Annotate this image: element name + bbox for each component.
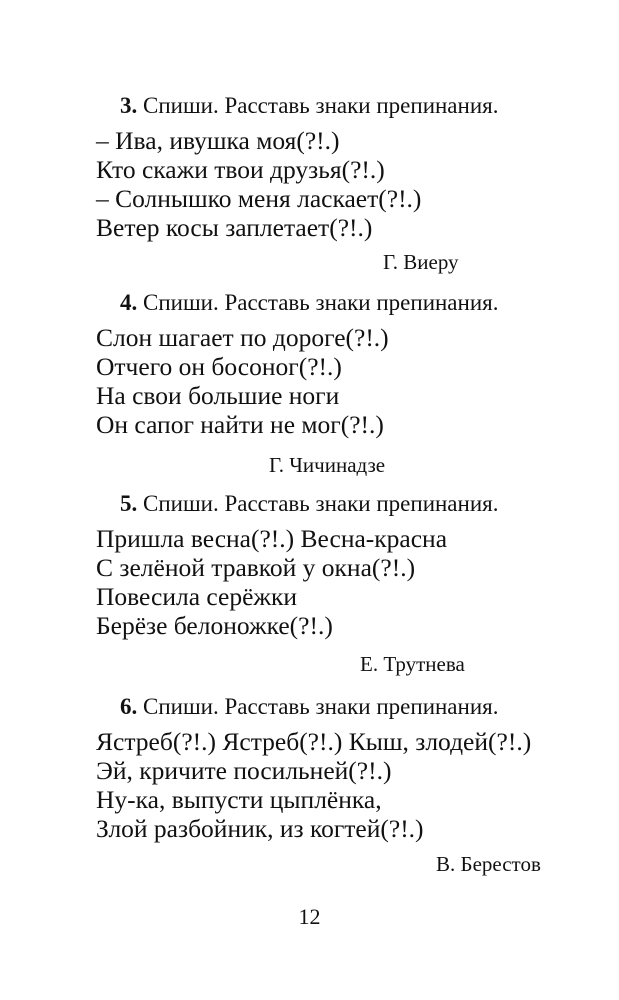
poem <box>96 524 447 640</box>
exercise-instruction: Спиши. Расставь знаки препинания. <box>143 290 499 315</box>
exercise-number: 3. <box>120 93 138 118</box>
exercise-heading <box>120 490 498 518</box>
exercise-number: 6. <box>120 694 138 719</box>
exercise-heading <box>120 289 498 317</box>
poem-line: Ветер косы заплетает(?!.) <box>96 213 373 242</box>
exercise-instruction: Спиши. Расставь знаки препинания. <box>143 93 499 118</box>
poem-line: Отчего он босоног(?!.) <box>96 352 342 381</box>
poem-line: Он сапог найти не мог(?!.) <box>96 410 384 439</box>
poem-line: Эй, кричите посильней(?!.) <box>96 756 392 785</box>
poem-line: Берёзе белоножке(?!.) <box>96 611 333 640</box>
poem-line: – Ива, ивушка моя(?!.) <box>96 126 340 155</box>
poem-line: На свои большие ноги <box>96 381 340 410</box>
exercise-heading <box>120 92 498 120</box>
exercise-number: 5. <box>120 491 138 516</box>
poem-line: Пришла весна(?!.) Весна-красна <box>96 524 448 553</box>
poem-line: – Солнышко меня ласкает(?!.) <box>96 184 422 213</box>
poem-line: Слон шагает по дороге(?!.) <box>96 323 389 352</box>
poem-author: Г. Чичинадзе <box>269 453 386 477</box>
page-number: 12 <box>298 904 321 929</box>
poem-line: Ястреб(?!.) Ястреб(?!.) Кыш, злодей(?!.) <box>96 727 532 756</box>
exercise-instruction: Спиши. Расставь знаки препинания. <box>143 694 499 719</box>
poem <box>96 727 531 843</box>
poem-line: Злой разбойник, из когтей(?!.) <box>96 814 424 843</box>
poem-line: Ну-ка, выпусти цыплёнка, <box>96 785 382 814</box>
exercise-number: 4. <box>120 290 138 315</box>
exercise-heading <box>120 693 498 721</box>
poem-author: Е. Трутнева <box>360 652 465 676</box>
poem-author: В. Берестов <box>436 852 541 876</box>
exercise-instruction: Спиши. Расставь знаки препинания. <box>143 491 499 516</box>
poem <box>96 126 421 242</box>
poem <box>96 323 389 439</box>
poem-author: Г. Виеру <box>383 250 459 274</box>
poem-line: Повесила серёжки <box>96 582 298 611</box>
poem-line: Кто скажи твои друзья(?!.) <box>96 155 385 184</box>
poem-line: С зелёной травкой у окна(?!.) <box>96 553 416 582</box>
